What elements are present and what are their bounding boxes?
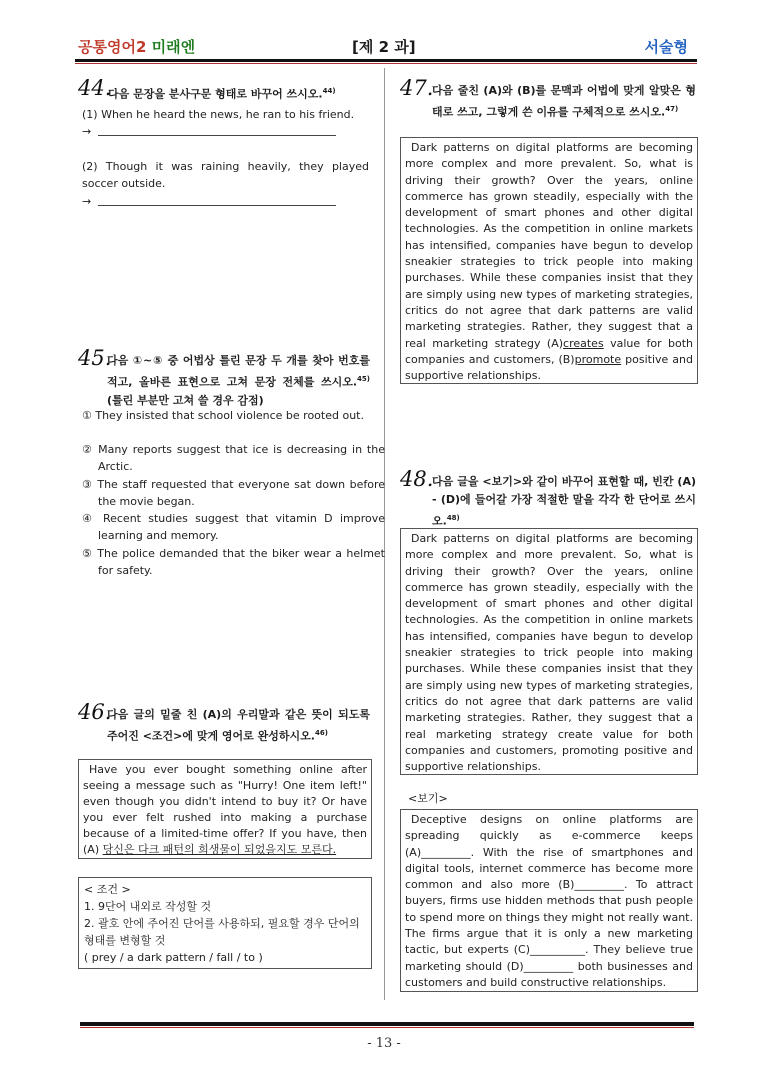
answer-line-2[interactable] (82, 195, 342, 211)
header-rule-red (75, 63, 697, 64)
question-47 (400, 76, 696, 122)
underlined-b: promote (574, 352, 622, 366)
page-number: - 13 - (367, 1036, 401, 1051)
publisher-name: 미래엔 (151, 38, 196, 56)
arrow-icon: → (82, 195, 92, 208)
underlined-phrase-a: 당신은 다크 패턴의 희생물이 되었을지도 모른다. (102, 843, 337, 856)
condition-1: 1. 9단어 내외로 작성할 것 (84, 900, 212, 913)
question-instruction: 다음 글을 <보기>와 같이 바꾸어 표현할 때, 빈칸 (A) - (D)에 들어갈 가장 적절한 말을 각각 한 단어로 쓰시오.$^{48)}$ (432, 475, 696, 528)
question-instruction: 다음 ①~⑤ 중 어법상 틀린 문장 두 개를 찾아 번호를 적고, 올바른 표현으로 고쳐 문장 전체를 쓰시오.$^{45)}$ (틀린 부분만 고쳐 쓸 경우 감점) (107, 354, 370, 407)
passage-box-46: Have you ever bought something online after seeing a message such as "Hurry! One item left!" even though you didn't intend to buy it? Or have you ever felt rushed into making a purchase because of a limited-time offer? If you have, then (A) 당신은 다크 패턴의 희생물이 되었을지도 모른다. (78, 759, 372, 859)
question-instruction: 다음 줄친 (A)와 (B)를 문맥과 어법에 맞게 알맞은 형태로 쓰고, 그렇게 쓴 이유를 구체적으로 쓰시오.$^{47)}$ (432, 84, 696, 119)
question-instruction: 다음 글의 밑줄 친 (A)의 우리말과 같은 뜻이 되도록 주어진 <조건>에 맞게 영어로 완성하시오.$^{46)}$ (107, 708, 370, 743)
bogi-label: <보기> (408, 792, 448, 805)
underlined-a: creates (563, 336, 604, 350)
condition-title: < 조건 > (84, 883, 131, 896)
option-2: ② Many reports suggest that ice is decreasing in the Arctic. (82, 443, 385, 473)
question-46 (78, 700, 370, 746)
option-1: ① They insisted that school violence be rooted out. (82, 409, 364, 422)
arrow-icon: → (82, 125, 92, 138)
question-type: 서술형 (644, 38, 688, 56)
question-number: 46. (78, 700, 112, 724)
condition-box (78, 877, 372, 969)
passage-box-48: Dark patterns on digital platforms are becoming more complex and more prevalent. So, what is driving their growth? Over the years, online commerce has grown steadily, especially with the development of smart phones and other digital technologies. As the competition in online markets has intensified, companies have begun to develop sneakier strategies to trick people into making purchases. While these companies insist that they are simply using new types of marketing strategies, critics do not agree that dark patterns are valid marketing strategies. Rather, they suggest that a real marketing strategy create value for both companies and customers, promoting positive and supportive relationships. (400, 528, 698, 775)
bogi-box: Deceptive designs on online platforms are spreading quickly as e-commerce keeps (A)_________. With the rise of smartphones and digital tools, internet commerce has become more common and also more (B)_________. To attract buyers, firms use hidden methods that push people to spend more on things they might not really want. The firms argue that it is only a new marketing tactic, but experts (C)__________. They believe true marketing should (D)_________ both businesses and customers and build constructive relationships. (400, 809, 698, 992)
condition-3: ( prey / a dark pattern / fall / to ) (84, 951, 263, 964)
subject-name: 공통영어2 (78, 38, 152, 56)
question-number: 44. (78, 76, 112, 100)
question-45 (78, 346, 370, 410)
question-number: 47. (400, 76, 434, 100)
answer-line-1[interactable] (82, 125, 342, 141)
option-3: ③ The staff requested that everyone sat down before the movie began. (82, 478, 385, 508)
question-44 (78, 76, 370, 104)
passage-box-47: Dark patterns on digital platforms are becoming more complex and more prevalent. So, what is driving their growth? Over the years, online commerce has grown steadily, especially with the development of smart phones and other digital technologies. As the competition in online markets has intensified, companies have begun to develop sneakier strategies to trick people into making purchases. While these companies insist that they are simply using new types of marketing strategies, critics do not agree that dark patterns are valid marketing strategies. Rather, they suggest that a real marketing strategy (A)creates value for both companies and customers, (B)promote positive and supportive relationships. (400, 137, 698, 384)
option-4: ④ Recent studies suggest that vitamin D improve learning and memory. (82, 512, 385, 542)
footer-rule-red (80, 1027, 694, 1028)
subject-title (78, 36, 195, 57)
sentence-1: (1) When he heard the news, he ran to his friend. (82, 108, 355, 121)
footer-rule (80, 1022, 694, 1026)
question-number: 48. (400, 467, 434, 491)
option-5: ⑤ The police demanded that the biker wear a helmet for safety. (82, 547, 385, 577)
lesson-title: [제 2 과] (352, 38, 416, 56)
question-instruction: 다음 문장을 분사구문 형태로 바꾸어 쓰시오.$^{44)}$ (108, 87, 336, 101)
sentence-2: (2) Though it was raining heavily, they played soccer outside. (82, 160, 369, 190)
question-number: 45. (78, 346, 112, 370)
question-48 (400, 467, 696, 531)
header-rule (75, 59, 697, 62)
condition-2: 2. 괄호 안에 주어진 단어를 사용하되, 필요할 경우 단어의 형태를 변형할 것 (84, 917, 360, 947)
